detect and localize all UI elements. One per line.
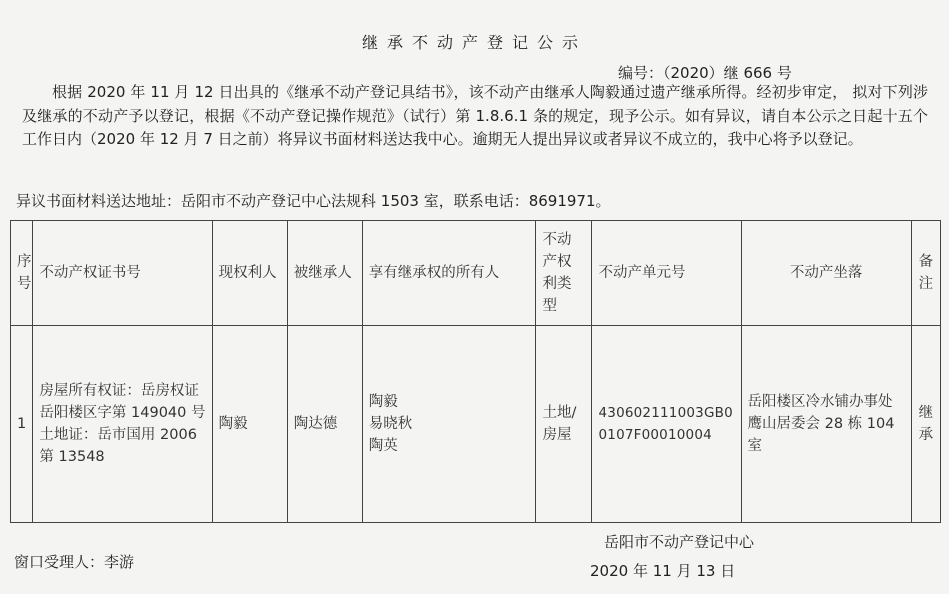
- cell-unit-no: 430602111003GB00107F00010004: [592, 326, 741, 523]
- cell-heirs: [362, 326, 536, 523]
- notice-body: [22, 81, 928, 152]
- window-clerk: 窗口受理人：李游: [14, 553, 135, 571]
- table-row: [11, 326, 941, 523]
- cell-holder: 陶毅: [212, 326, 287, 523]
- header-holder: 现权利人: [212, 221, 287, 326]
- registration-table: [10, 220, 941, 523]
- header-decedent: 被继承人: [287, 221, 362, 326]
- header-right-type: 不动产权利类型: [536, 221, 592, 326]
- cell-location: 岳阳楼区冷水铺办事处鹰山居委会 28 栋 104 室: [741, 326, 911, 523]
- cell-decedent: 陶达德: [287, 326, 362, 523]
- issue-date: 2020 年 11 月 13 日: [590, 562, 736, 580]
- cell-remark: 继承: [911, 326, 940, 523]
- heir-name: 易晓秋: [368, 416, 413, 432]
- cell-seq: 1: [11, 326, 33, 523]
- header-seq: 序号: [11, 221, 33, 326]
- notice-paragraph: 根据 2020 年 11 月 12 日出具的《继承不动产登记具结书》，该不动产由继承人陶毅通过遗产继承所得。经初步审定， 拟对下列涉及继承的不动产予以登记，根据《不动产登记操作规范》（试行）第 1.8.6.1 条的规定，现予公示。如有异议，请自本公示之日起十五个工作日内（2020 年 12 月 7 日之前）将异议书面材料送达我中心。逾期无人提出异议或者异议不成立的，我中心将予以登记。: [22, 83, 928, 148]
- notice-title: 继承不动产登记公示: [361, 33, 587, 52]
- document-number: 编号：（2020）继 666 号: [618, 64, 792, 82]
- cell-cert: 房屋所有权证：岳房权证岳阳楼区字第 149040 号土地证：岳市国用 2006 第 13548: [33, 326, 212, 523]
- header-heirs: 享有继承权的所有人: [362, 221, 536, 326]
- cell-right-type: 土地/房屋: [536, 326, 592, 523]
- table-header-row: [11, 221, 941, 326]
- header-cert: 不动产权证书号: [33, 221, 212, 326]
- header-location: 不动产坐落: [741, 221, 911, 326]
- issuing-organization: 岳阳市不动产登记中心: [604, 533, 755, 551]
- heir-name: 陶英: [368, 438, 398, 454]
- header-remark: 备注: [911, 221, 940, 326]
- header-unit-no: 不动产单元号: [592, 221, 741, 326]
- heir-name: 陶毅: [368, 394, 398, 410]
- objection-address: 异议书面材料送达地址：岳阳市不动产登记中心法规科 1503 室，联系电话：8691971。: [16, 192, 611, 210]
